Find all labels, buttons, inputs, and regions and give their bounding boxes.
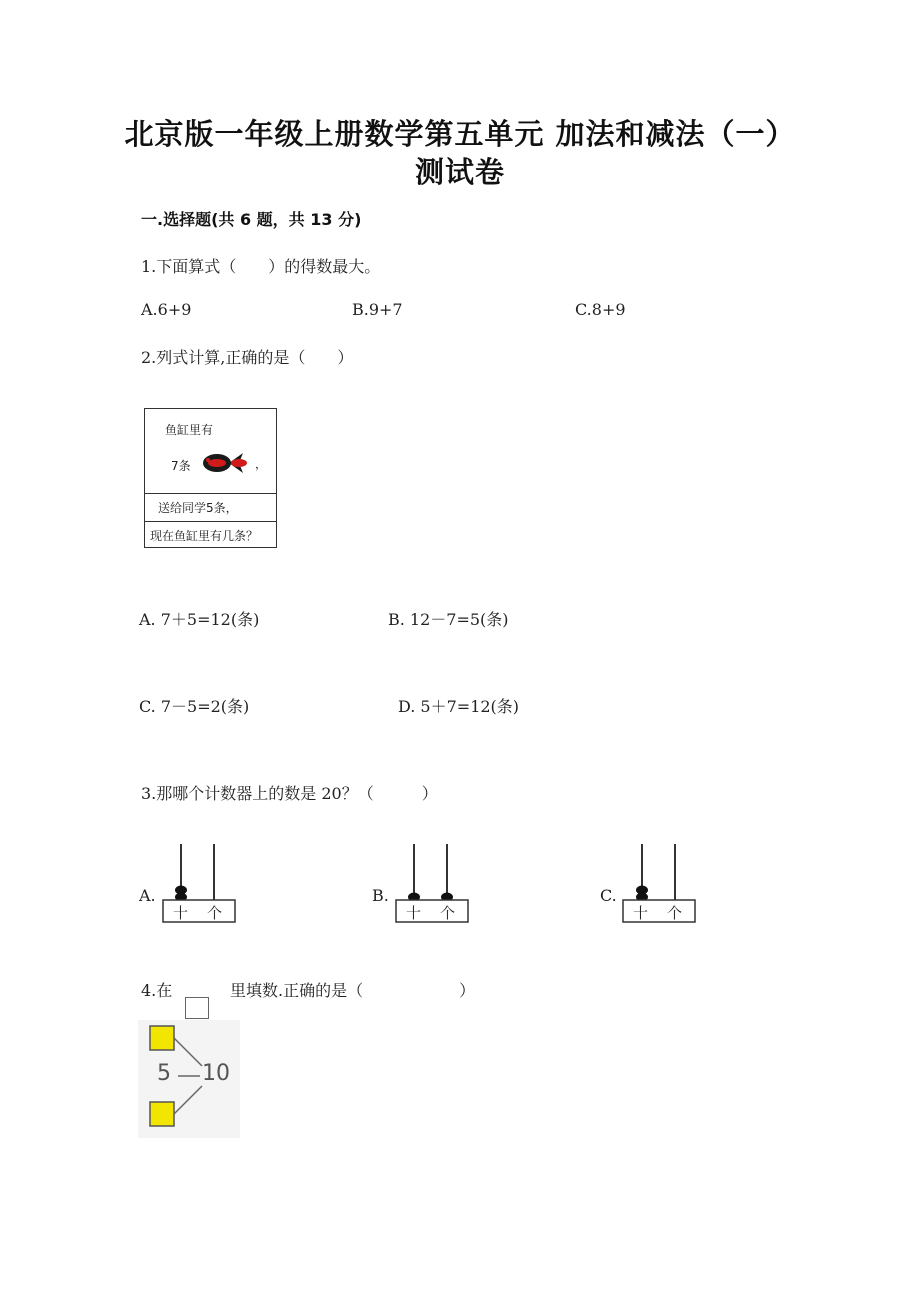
figure-right-number: 10 <box>202 1061 230 1086</box>
abacus-a-ones-label: 个 <box>207 904 223 922</box>
card-line-3: 送给同学5条， <box>158 501 238 515</box>
abacus-a <box>162 842 238 926</box>
question-3-option-b[interactable]: B. <box>372 886 389 905</box>
question-3-option-a[interactable]: A. <box>139 886 156 905</box>
question-4-stem-b: 里填数.正确的是（ ） <box>230 981 476 1000</box>
word-problem-card <box>144 408 277 548</box>
question-2-stem: 2.列式计算,正确的是（ ） <box>141 348 354 367</box>
card-divider-1 <box>145 493 276 494</box>
question-2-option-c[interactable]: C. 7－5=2(条) <box>139 697 250 716</box>
goldfish-icon <box>199 447 255 479</box>
section-heading: 一.选择题(共 6 题，共 13 分) <box>141 210 362 229</box>
question-2-option-a[interactable]: A. 7＋5=12(条) <box>139 610 260 629</box>
question-1-option-a[interactable]: A.6+9 <box>141 300 192 319</box>
question-3-stem: 3.那哪个计数器上的数是 20？（ ） <box>141 784 438 803</box>
page-title-line1: 北京版一年级上册数学第五单元 加法和减法（一） <box>124 117 796 151</box>
question-3-option-c[interactable]: C. <box>600 886 617 905</box>
abacus-c-tens-label: 十 <box>633 904 649 922</box>
card-line-4: 现在鱼缸里有几条？ <box>150 529 259 543</box>
question-2-option-d[interactable]: D. 5＋7=12(条) <box>398 697 520 716</box>
question-1-option-c[interactable]: C.8+9 <box>575 300 626 319</box>
abacus-c <box>622 842 698 926</box>
abacus-c-ones-label: 个 <box>667 904 683 922</box>
blank-box-icon <box>185 997 209 1019</box>
question-2-option-b[interactable]: B. 12－7=5(条) <box>388 610 509 629</box>
abacus-b-ones-label: 个 <box>440 904 456 922</box>
question-1-stem: 1.下面算式（ ）的得数最大。 <box>141 257 381 276</box>
question-1-option-b[interactable]: B.9+7 <box>352 300 403 319</box>
page-title-line2: 测试卷 <box>414 155 505 189</box>
card-line-2: 7条 <box>171 459 191 473</box>
card-divider-2 <box>145 521 276 522</box>
abacus-b <box>395 842 471 926</box>
question-4-stem-a: 4.在 <box>141 981 173 1000</box>
abacus-a-tens-label: 十 <box>173 904 189 922</box>
number-decomposition-figure <box>138 1020 240 1138</box>
card-comma: ， <box>255 457 268 471</box>
figure-left-number: 5 <box>157 1061 171 1086</box>
card-line-1: 鱼缸里有 <box>165 423 214 437</box>
abacus-b-tens-label: 十 <box>406 904 422 922</box>
